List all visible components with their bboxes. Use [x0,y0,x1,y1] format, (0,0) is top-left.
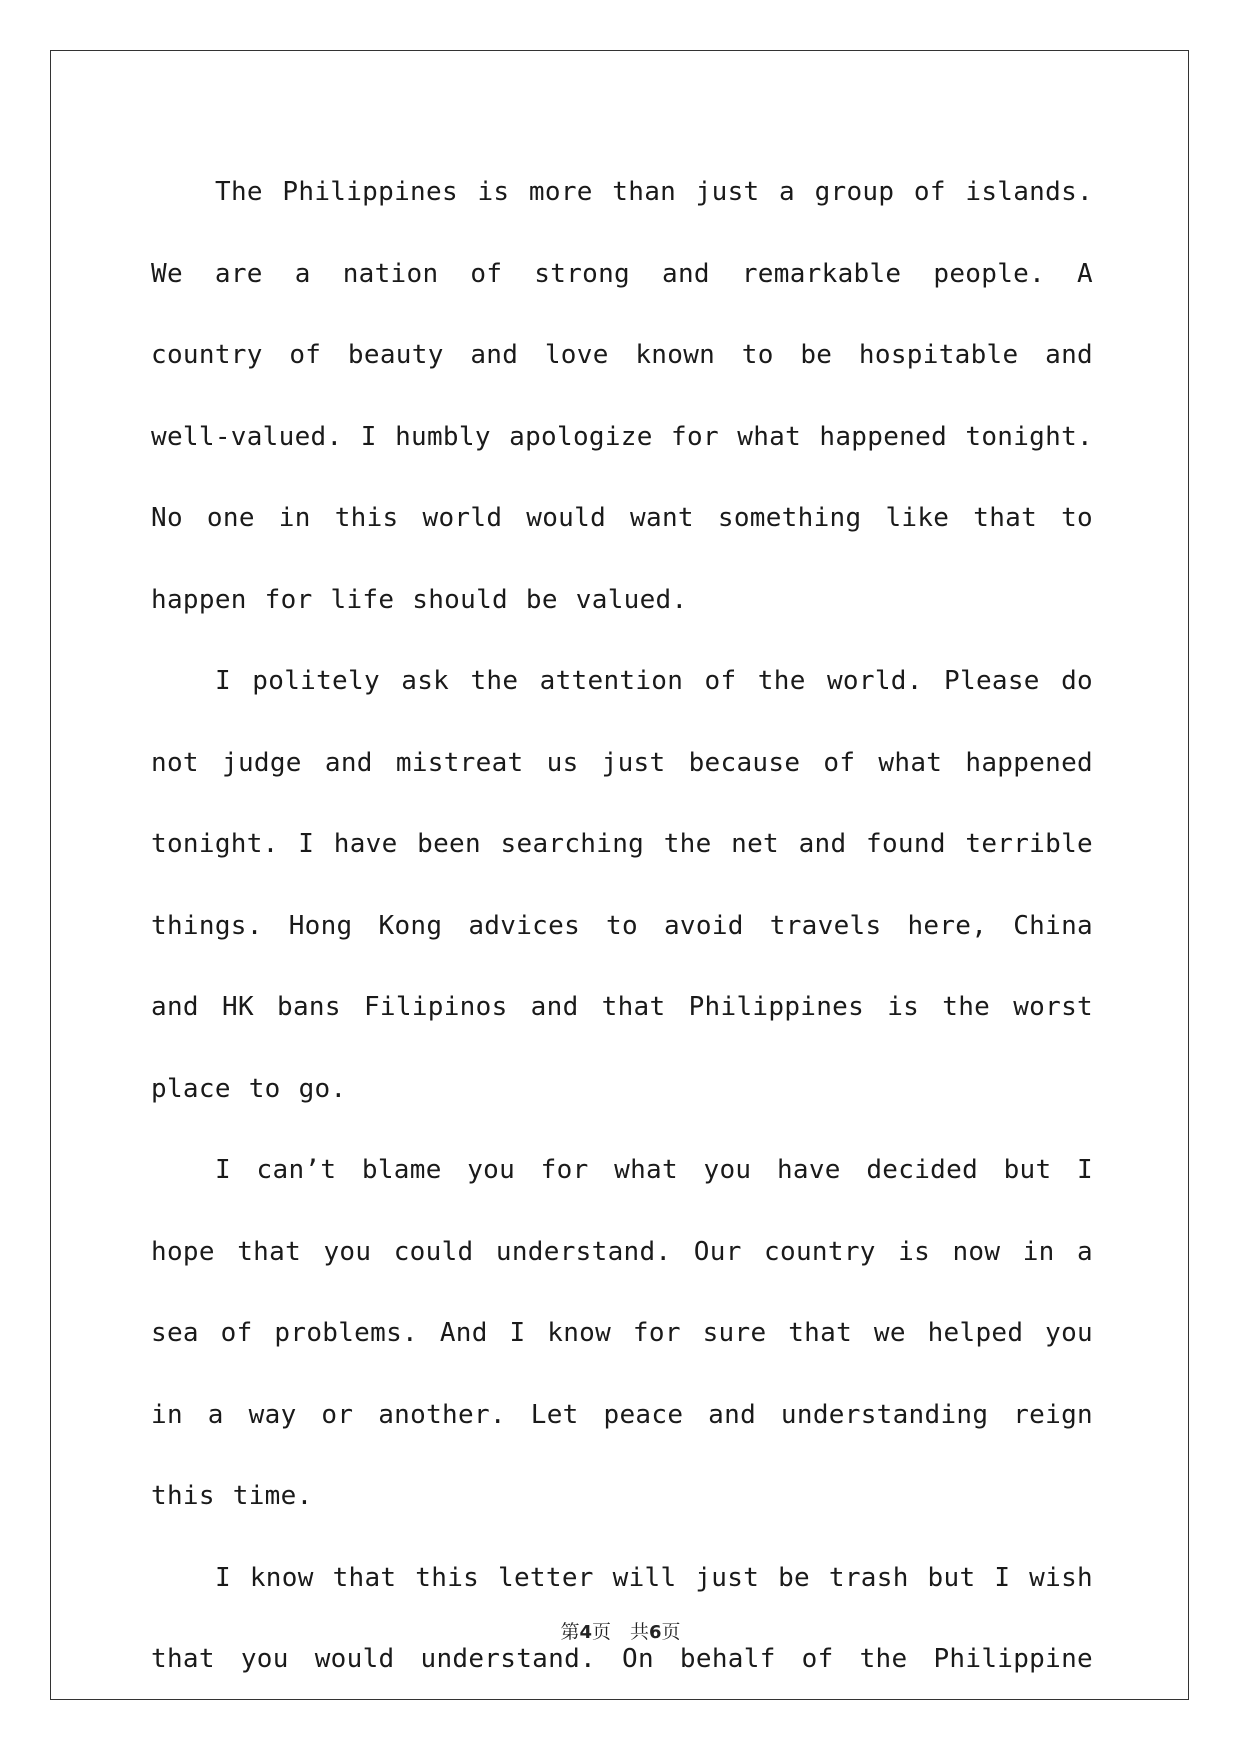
paragraph-2: I politely ask the attention of the world. Please do not judge and mistreat us just because of what happened tonight. I have been searching the net and found terrible things. Hong Kong advices to avoid travels here, China and HK bans Filipinos and that Philippines is the worst place to go. [151,666,1093,1104]
current-page-number: 4 [579,1622,592,1643]
footer-suffix: 页 [661,1621,681,1643]
page-footer [0,1617,1241,1644]
paragraph-3: I can’t blame you for what you have decided but I hope that you could understand. Our country is now in a sea of problems. And I know for sure that we helped you in a way or another. Let peace and understanding reign this time. [151,1155,1093,1511]
footer-prefix: 第 [560,1621,580,1643]
document-body [151,152,1093,1701]
paragraph-4: I know that this letter will just be trash but I wish that you would understand. On behalf of the Philippine [151,1562,1093,1674]
footer-middle: 页 共 [591,1621,649,1643]
paragraph-1: The Philippines is more than just a group of islands. We are a nation of strong and remarkable people. A country of beauty and love known to be hospitable and well-valued. I humbly apologize for what happened tonight. No one in this world would want something like that to happen for life should be valued. [151,177,1093,615]
total-pages-number: 6 [649,1622,662,1643]
